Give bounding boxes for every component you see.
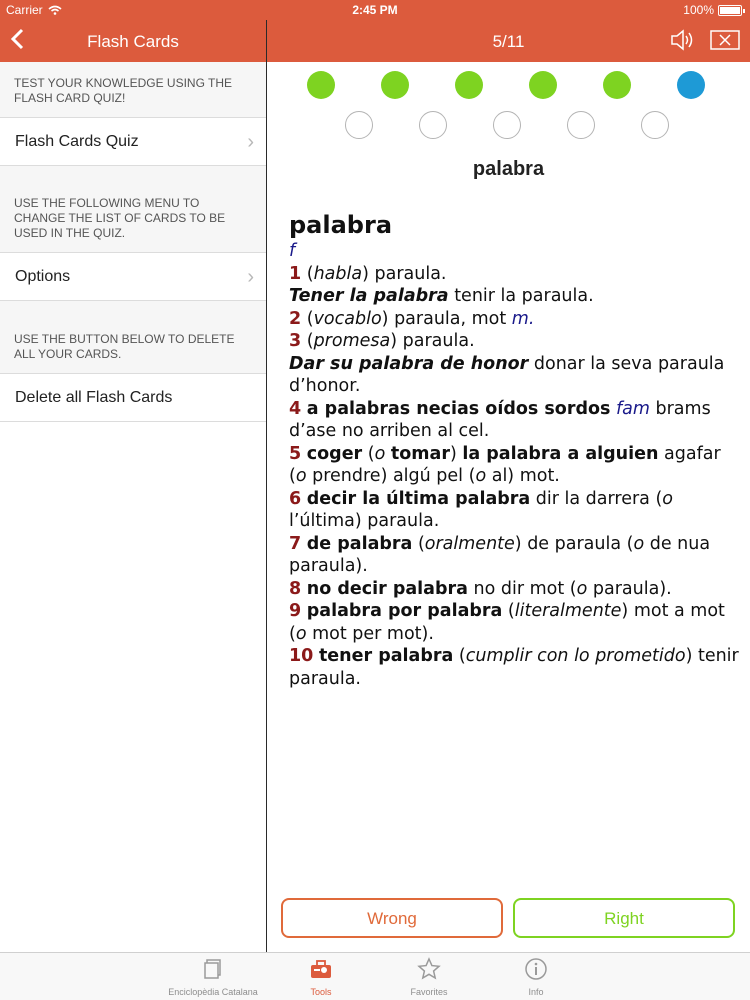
sense-8: 8 no decir palabra no dir mot (o paraula). xyxy=(289,578,672,599)
tab-tools[interactable]: Tools xyxy=(266,953,376,1000)
sense-2: 2 (vocablo) paraula, mot m. xyxy=(289,308,535,329)
progress-dot-answered xyxy=(455,71,483,99)
entry-headword: palabra xyxy=(289,211,393,239)
delete-all-label: Delete all Flash Cards xyxy=(15,389,173,406)
progress-dot-answered xyxy=(381,71,409,99)
progress-dot-answered xyxy=(603,71,631,99)
tab-bar xyxy=(0,952,750,1000)
section-header-delete: USE THE BUTTON BELOW TO DELETE ALL YOUR CARDS. xyxy=(0,301,266,374)
battery-percent: 100% xyxy=(683,3,714,17)
progress-dot-pending xyxy=(345,111,373,139)
info-icon xyxy=(524,957,548,981)
sense-9: 9 palabra por palabra (literalmente) mot a mot (o mot per mot). xyxy=(289,601,725,644)
carrier-label: Carrier xyxy=(6,3,62,17)
grammar-label: f xyxy=(289,241,296,261)
card-counter: 5/11 xyxy=(492,32,525,51)
status-bar xyxy=(0,0,750,20)
card-panel xyxy=(267,62,750,952)
progress-dot-pending xyxy=(419,111,447,139)
sense-6: 6 decir la última palabra dir la darrera (o l’última) paraula. xyxy=(289,488,673,531)
sense-1: 1 (habla) paraula. xyxy=(289,263,447,284)
progress-dot-pending xyxy=(641,111,669,139)
section-header-options: USE THE FOLLOWING MENU TO CHANGE THE LIST OF CARDS TO BE USED IN THE QUIZ. xyxy=(0,166,266,253)
progress-dot-pending xyxy=(567,111,595,139)
left-nav-bar xyxy=(0,20,266,62)
progress-dot-current xyxy=(677,71,705,99)
tab-info[interactable]: Info xyxy=(481,953,591,1000)
progress-dots xyxy=(267,62,750,152)
close-card-icon[interactable] xyxy=(710,30,740,50)
top-bar xyxy=(0,0,750,62)
options-item[interactable] xyxy=(0,253,266,301)
sense-5: 5 coger (o tomar) la palabra a alguien agafar (o prendre) algú pel (o al) mot. xyxy=(289,443,721,486)
flash-cards-quiz-item[interactable] xyxy=(0,118,266,166)
battery-icon xyxy=(718,5,742,16)
sense-4: 4 a palabras necias oídos sordos fam brams d’ase no arriben al cel. xyxy=(289,398,711,441)
sense-3: 3 (promesa) paraula. xyxy=(289,331,475,351)
right-button[interactable]: Right xyxy=(513,898,735,938)
right-nav-bar xyxy=(267,20,750,62)
progress-dot-answered xyxy=(529,71,557,99)
tab-enciclopedia-catalana[interactable]: Enciclopèdia Catalana xyxy=(158,953,268,1000)
flash-cards-quiz-label: Flash Cards Quiz xyxy=(15,133,139,150)
dictionary-entry xyxy=(289,210,739,690)
nav-title: Flash Cards xyxy=(87,32,179,51)
progress-dot-answered xyxy=(307,71,335,99)
left-panel xyxy=(0,62,266,952)
chevron-right-icon: › xyxy=(247,131,254,153)
book-stack-icon xyxy=(201,957,225,981)
delete-all-flash-cards-item[interactable] xyxy=(0,374,266,422)
speaker-icon[interactable] xyxy=(669,28,695,52)
phrase-1: Tener la palabra tenir la paraula. xyxy=(289,286,594,306)
progress-dot-pending xyxy=(493,111,521,139)
card-headword: palabra xyxy=(472,158,545,180)
battery-indicator xyxy=(683,3,742,17)
star-icon xyxy=(417,957,441,981)
section-header-quiz: TEST YOUR KNOWLEDGE USING THE FLASH CARD QUIZ! xyxy=(0,62,266,118)
sense-10: 10 tener palabra (cumplir con lo prometido) tenir paraula. xyxy=(289,646,739,689)
status-time: 2:45 PM xyxy=(352,3,398,17)
options-label: Options xyxy=(15,268,71,285)
phrase-3: Dar su palabra de honor donar la seva paraula d’honor. xyxy=(289,353,725,396)
sense-7: 7 de palabra (oralmente) de paraula (o de nua paraula). xyxy=(289,533,711,576)
chevron-right-icon: › xyxy=(247,266,254,288)
tab-favorites[interactable]: Favorites xyxy=(374,953,484,1000)
wrong-button[interactable]: Wrong xyxy=(281,898,503,938)
toolbox-icon xyxy=(309,957,333,981)
